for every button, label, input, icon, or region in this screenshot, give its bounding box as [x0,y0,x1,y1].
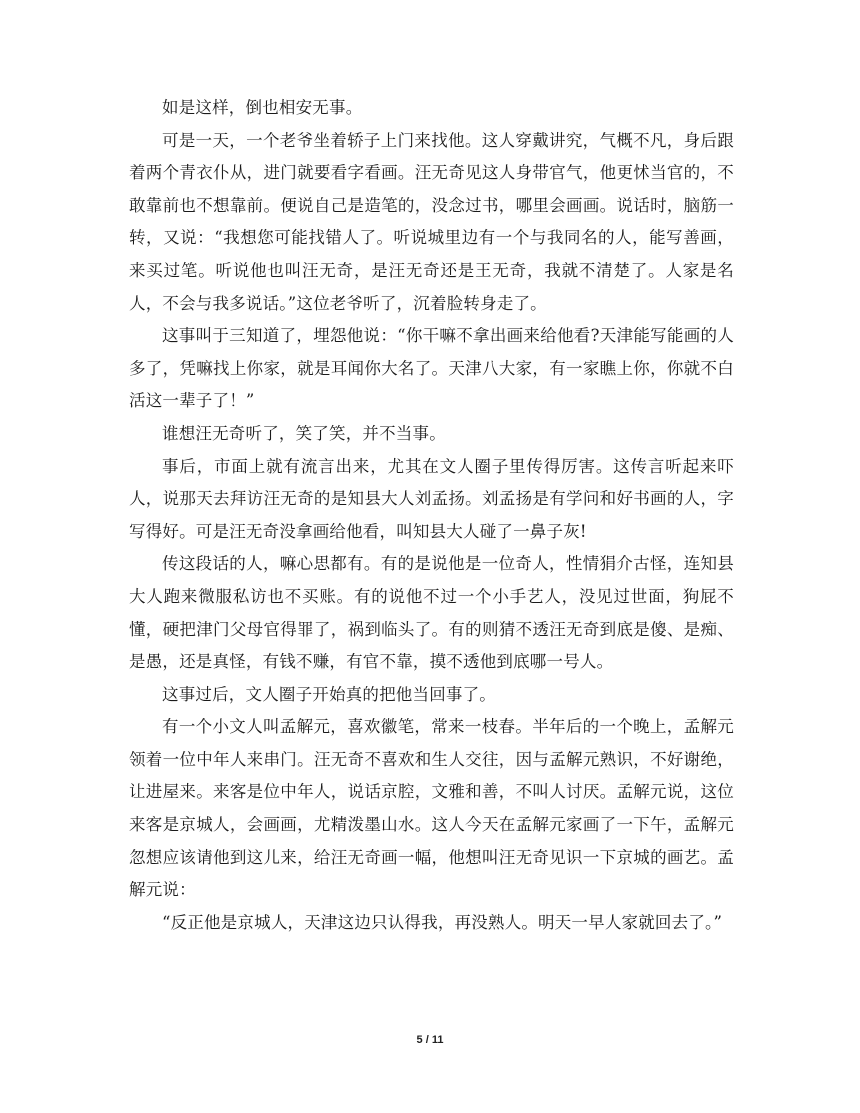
page-number: 5 / 11 [416,1034,444,1046]
paragraph: 事后，市面上就有流言出来，尤其在文人圈子里传得厉害。这传言听起来吓人，说那天去拜访汪无奇的是知县大人刘孟扬。刘孟扬是有学问和好书画的人，字写得好。可是汪无奇没拿画给他看，叫知县大人碰了一鼻子灰! [129,456,734,541]
paragraph: 传这段话的人，嘛心思都有。有的是说他是一位奇人，性情狷介古怪，连知县大人跑来微服私访也不买账。有的说他不过一个小手艺人，没见过世面，狗屁不懂，硬把津门父母官得罪了，祸到临头了。有的则猜不透汪无奇到底是傻、是痴、是愚，还是真怪，有钱不赚，有官不靠，摸不透他到底哪一号人。 [129,554,734,672]
paragraph: 谁想汪无奇听了，笑了笑，并不当事。 [162,423,446,443]
paragraph: 这事过后，文人圈子开始真的把他当回事了。 [162,684,496,704]
paragraph: 如是这样，倒也相安无事。 [162,98,363,117]
paragraph: 有一个小文人叫孟解元，喜欢徽笔，常来一枝春。半年后的一个晚上，孟解元领着一位中年人来串门。汪无奇不喜欢和生人交往，因与孟解元熟识，不好谢绝，让进屋来。来客是位中年人，说话京腔，文雅和善，不叫人讨厌。孟解元说，这位来客是京城人，会画画，尤精泼墨山水。这人今天在孟解元家画了一下午，孟解元忽想应该请他到这儿来，给汪无奇画一幅，他想叫汪无奇见识一下京城的画艺。孟解元说： [129,717,734,900]
paragraph: 这事叫于三知道了，埋怨他说：“你干嘛不拿出画来给他看?天津能写能画的人多了，凭嘛找上你家，就是耳闻你大名了。天津八大家，有一家瞧上你，你就不白活这一辈子了！” [129,326,734,411]
paragraph: “反正他是京城人，天津这边只认得我，再没熟人。明天一早人家就回去了。” [162,912,723,932]
body-text [129,92,734,939]
paragraph: 可是一天，一个老爷坐着轿子上门来找他。这人穿戴讲究，气概不凡，身后跟着两个青衣仆从，进门就要看字看画。汪无奇见这人身带官气，他更怵当官的，不敢靠前也不想靠前。便说自己是造笔的，没念过书，哪里会画画。说话时，脑筋一转，又说：“我想您可能找错人了。听说城里边有一个与我同名的人，能写善画，来买过笔。听说他也叫汪无奇，是汪无奇还是王无奇，我就不清楚了。人家是名人，不会与我多说话。”这位老爷听了，沉着脸转身走了。 [129,130,734,313]
